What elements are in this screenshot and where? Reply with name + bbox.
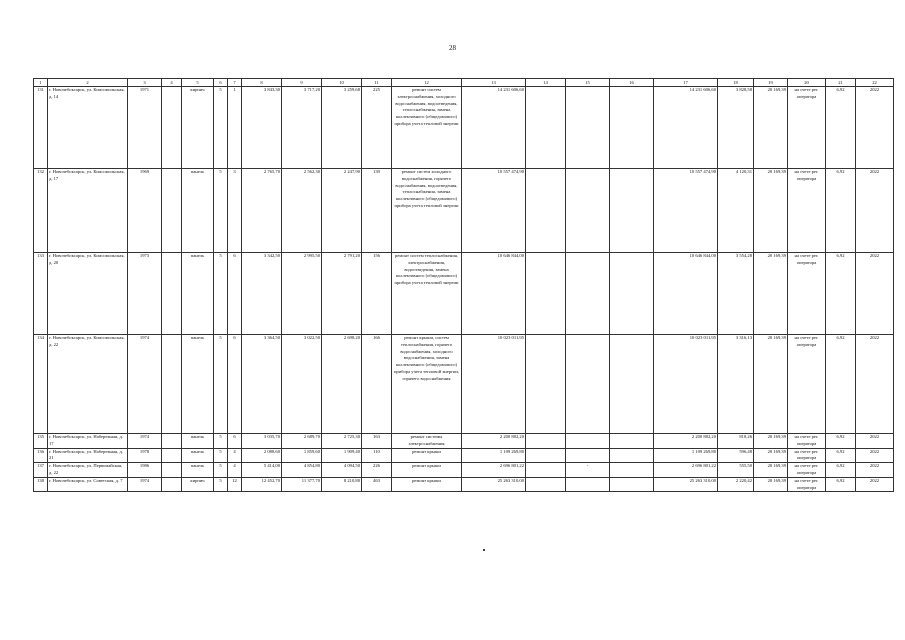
col-4-cell [162, 87, 182, 169]
entrances-cell: 6 [228, 335, 242, 434]
funding-method-cell: на счете рег. оператора [788, 477, 826, 492]
total-cost-cell: 1 109 269,80 [462, 448, 526, 463]
area-premises-cell: 2 689,70 [282, 434, 322, 449]
area-residential-cell: 2 725,30 [322, 434, 362, 449]
funding-method-cell: на счете рег. оператора [788, 335, 826, 434]
address-cell: г. Новочебоксарск, ул. Комсомольская, д. 22 [48, 335, 128, 434]
entrances-cell: 4 [228, 463, 242, 478]
table-row [34, 434, 894, 449]
col-16-cell [610, 335, 654, 434]
repair-year-cell: 2022 [856, 169, 894, 253]
header-cell: 15 [566, 79, 610, 87]
repair-works-cell: ремонт крыши [392, 448, 462, 463]
repair-works-cell: ремонт крыши [392, 477, 462, 492]
col-15-cell [566, 87, 610, 169]
col-15-cell [566, 434, 610, 449]
header-cell: 7 [228, 79, 242, 87]
repair-year-cell: 2022 [856, 253, 894, 335]
col-14-cell [526, 253, 566, 335]
total-area-cell: 12 452,70 [242, 477, 282, 492]
floors-cell: 5 [214, 335, 228, 434]
area-premises-cell: 2 562,30 [282, 169, 322, 253]
row-number-cell: 137 [34, 463, 48, 478]
max-cost-per-sqm-cell: 20 169,39 [754, 477, 788, 492]
col-16-cell [610, 463, 654, 478]
repair-works-cell: ремонт систем теплоснабжения, электроснабжения, водоотведения, замена коллективного (общедомового) прибора учета тепловой энергии [392, 253, 462, 335]
residents-cell: 226 [362, 463, 392, 478]
repair-year-cell: 2022 [856, 434, 894, 449]
residents-cell: 156 [362, 253, 392, 335]
total-cost-cell: 10 557 474,90 [462, 169, 526, 253]
col-16-cell [610, 434, 654, 449]
col-14-cell [526, 87, 566, 169]
repair-works-cell: ремонт крыши, систем теплоснабжения, горячего водоснабжения, холодного водоснабжения, замена коллективного (общедомового) прибора учета тепловой энергии, горячего водоснабжения [392, 335, 462, 434]
residents-cell: 463 [362, 477, 392, 492]
residents-cell: 139 [362, 169, 392, 253]
total-area-cell: 3 843,30 [242, 87, 282, 169]
residents-cell: 110 [362, 448, 392, 463]
header-cell: 13 [462, 79, 526, 87]
col-16-cell [610, 253, 654, 335]
cost-per-sqm-cell: 3 554,28 [718, 253, 754, 335]
header-cell: 16 [610, 79, 654, 87]
col-4-cell [162, 253, 182, 335]
address-cell: г. Новочебоксарск, ул. Советская, д. 7 [48, 477, 128, 492]
page-number: 28 [449, 44, 456, 52]
table-row [34, 448, 894, 463]
entrances-cell: 3 [228, 169, 242, 253]
col-15-cell [566, 169, 610, 253]
owners-funds-cell: 1 109 269,80 [654, 448, 718, 463]
col-4-cell [162, 448, 182, 463]
repair-works-cell: ремонт системы электроснабжения [392, 434, 462, 449]
header-cell: 19 [754, 79, 788, 87]
residents-cell: 225 [362, 87, 392, 169]
wall-material-cell: панель [182, 253, 214, 335]
table-row [34, 87, 894, 169]
header-cell: 14 [526, 79, 566, 87]
year-built-cell: 1974 [128, 477, 162, 492]
header-cell: 22 [856, 79, 894, 87]
max-cost-per-sqm-cell: 20 169,39 [754, 335, 788, 434]
repair-works-cell: ремонт систем холодного водоснабжения, горячего водоснабжения, водоотведения, теплоснабжения, замена коллективного (общедомового) прибора учета тепловой энергии [392, 169, 462, 253]
total-cost-cell: 10 023 011,95 [462, 335, 526, 434]
repair-year-cell: 2022 [856, 448, 894, 463]
col-14-cell [526, 169, 566, 253]
col-4-cell [162, 463, 182, 478]
header-cell: 20 [788, 79, 826, 87]
max-cost-per-sqm-cell: 20 169,39 [754, 434, 788, 449]
header-row [34, 79, 894, 87]
funding-method-cell: на счете рег. оператора [788, 463, 826, 478]
total-cost-cell: 2 696 801,22 [462, 463, 526, 478]
year-built-cell: 1986 [128, 463, 162, 478]
area-residential-cell: 2 698,20 [322, 335, 362, 434]
address-cell: г. Новочебоксарск, ул. Первомайская, д. 22 [48, 463, 128, 478]
col-15-cell: - [566, 463, 610, 478]
rate-cell: 6,92 [826, 335, 856, 434]
total-area-cell: 3 364,50 [242, 335, 282, 434]
header-cell: 17 [654, 79, 718, 87]
max-cost-per-sqm-cell: 20 169,39 [754, 463, 788, 478]
total-area-cell: 2 765,70 [242, 169, 282, 253]
row-number-cell: 138 [34, 477, 48, 492]
repair-year-cell: 2022 [856, 477, 894, 492]
address-cell: г. Новочебоксарск, ул. Набережная, д. 17 [48, 434, 128, 449]
area-premises-cell: 2 995,50 [282, 253, 322, 335]
repair-works-cell: ремонт систем электроснабжения, холодного водоснабжения, водоотведения, теплоснабжения, замена коллективного (общедомового) прибора учета тепловой энергии [392, 87, 462, 169]
header-cell: 9 [282, 79, 322, 87]
funding-method-cell: на счете рег. оператора [788, 87, 826, 169]
col-16-cell [610, 169, 654, 253]
address-cell: г. Новочебоксарск, ул. Комсомольская, д. 20 [48, 253, 128, 335]
col-15-cell [566, 335, 610, 434]
wall-material-cell: кирпич [182, 87, 214, 169]
area-premises-cell: 4 854,80 [282, 463, 322, 478]
year-built-cell: 1978 [128, 448, 162, 463]
entrances-cell: 6 [228, 434, 242, 449]
col-16-cell [610, 87, 654, 169]
total-cost-cell: 2 200 882,20 [462, 434, 526, 449]
max-cost-per-sqm-cell: 20 169,39 [754, 448, 788, 463]
total-cost-cell: 10 646 844,00 [462, 253, 526, 335]
entrances-cell: 6 [228, 253, 242, 335]
cost-per-sqm-cell: 3 828,58 [718, 87, 754, 169]
row-number-cell: 135 [34, 434, 48, 449]
total-area-cell: 3 035,70 [242, 434, 282, 449]
floors-cell: 5 [214, 434, 228, 449]
rate-cell: 6,92 [826, 448, 856, 463]
buildings-table [33, 78, 894, 492]
address-cell: г. Новочебоксарск, ул. Комсомольская, д. 17 [48, 169, 128, 253]
col-15-cell [566, 253, 610, 335]
wall-material-cell: панель [182, 169, 214, 253]
repair-year-cell: 2022 [856, 87, 894, 169]
rate-cell: 6,92 [826, 87, 856, 169]
rate-cell: 6,92 [826, 253, 856, 335]
row-number-cell: 131 [34, 87, 48, 169]
col-14-cell [526, 335, 566, 434]
table-row [34, 169, 894, 253]
col-14-cell [526, 434, 566, 449]
wall-material-cell: панель [182, 463, 214, 478]
col-14-cell [526, 448, 566, 463]
total-area-cell: 3 342,50 [242, 253, 282, 335]
address-cell: г. Новочебоксарск, ул. Набережная, д. 21 [48, 448, 128, 463]
col-16-cell [610, 477, 654, 492]
header-cell: 3 [128, 79, 162, 87]
max-cost-per-sqm-cell: 20 169,39 [754, 253, 788, 335]
area-residential-cell: 2 247,90 [322, 169, 362, 253]
row-number-cell: 133 [34, 253, 48, 335]
wall-material-cell: панель [182, 335, 214, 434]
table-row [34, 335, 894, 434]
repair-year-cell: 2022 [856, 335, 894, 434]
row-number-cell: 132 [34, 169, 48, 253]
max-cost-per-sqm-cell: 20 169,39 [754, 87, 788, 169]
col-4-cell [162, 434, 182, 449]
table-row [34, 463, 894, 478]
area-residential-cell: 4 094,50 [322, 463, 362, 478]
cost-per-sqm-cell: 818,26 [718, 434, 754, 449]
table-row [34, 253, 894, 335]
owners-funds-cell: 2 200 882,20 [654, 434, 718, 449]
owners-funds-cell: 10 557 474,90 [654, 169, 718, 253]
rate-cell: 6,92 [826, 169, 856, 253]
table-row [34, 477, 894, 492]
row-number-cell: 136 [34, 448, 48, 463]
floors-cell: 5 [214, 253, 228, 335]
header-cell: 11 [362, 79, 392, 87]
col-14-cell [526, 463, 566, 478]
total-cost-cell: 25 263 310,00 [462, 477, 526, 492]
area-premises-cell: 1 859,60 [282, 448, 322, 463]
rate-cell: 6,92 [826, 463, 856, 478]
floors-cell: 5 [214, 169, 228, 253]
col-4-cell [162, 335, 182, 434]
owners-funds-cell: 2 696 801,22 [654, 463, 718, 478]
col-4-cell [162, 169, 182, 253]
floors-cell: 5 [214, 448, 228, 463]
funding-method-cell: на счете рег. оператора [788, 434, 826, 449]
residents-cell: 166 [362, 335, 392, 434]
repair-works-cell: ремонт крыши [392, 463, 462, 478]
owners-funds-cell: 10 646 844,00 [654, 253, 718, 335]
total-area-cell: 5 414,00 [242, 463, 282, 478]
floors-cell: 5 [214, 87, 228, 169]
rate-cell: 6,92 [826, 477, 856, 492]
floors-cell: 5 [214, 477, 228, 492]
col-15-cell [566, 448, 610, 463]
residents-cell: 163 [362, 434, 392, 449]
row-number-cell: 134 [34, 335, 48, 434]
floors-cell: 5 [214, 463, 228, 478]
wall-material-cell: панель [182, 434, 214, 449]
total-cost-cell: 14 231 606,60 [462, 87, 526, 169]
cost-per-sqm-cell: 4 120,31 [718, 169, 754, 253]
header-cell: 1 [34, 79, 48, 87]
header-cell: 21 [826, 79, 856, 87]
funding-method-cell: на счете рег. оператора [788, 253, 826, 335]
area-residential-cell: 3 259,68 [322, 87, 362, 169]
entrances-cell: 1 [228, 87, 242, 169]
col-14-cell [526, 477, 566, 492]
funding-method-cell: на счете рег. оператора [788, 448, 826, 463]
header-cell: 8 [242, 79, 282, 87]
header-cell: 10 [322, 79, 362, 87]
area-residential-cell: 2 791,20 [322, 253, 362, 335]
cost-per-sqm-cell: 3 316,13 [718, 335, 754, 434]
cost-per-sqm-cell: 596,48 [718, 448, 754, 463]
entrances-cell: 12 [228, 477, 242, 492]
year-built-cell: 1974 [128, 434, 162, 449]
header-cell: 6 [214, 79, 228, 87]
year-built-cell: 1973 [128, 253, 162, 335]
owners-funds-cell: 25 263 310,00 [654, 477, 718, 492]
funding-method-cell: на счете рег. оператора [788, 169, 826, 253]
owners-funds-cell: 14 231 606,60 [654, 87, 718, 169]
cost-per-sqm-cell: 555,50 [718, 463, 754, 478]
header-cell: 5 [182, 79, 214, 87]
header-cell: 4 [162, 79, 182, 87]
address-cell: г. Новочебоксарск, ул. Комсомольская, д. 14 [48, 87, 128, 169]
repair-year-cell: 2022 [856, 463, 894, 478]
wall-material-cell: панель [182, 448, 214, 463]
wall-material-cell: кирпич [182, 477, 214, 492]
area-residential-cell: 1 909,40 [322, 448, 362, 463]
scan-dot [483, 549, 485, 551]
col-4-cell [162, 477, 182, 492]
area-premises-cell: 11 377,70 [282, 477, 322, 492]
year-built-cell: 1969 [128, 169, 162, 253]
area-premises-cell: 3 022,50 [282, 335, 322, 434]
year-built-cell: 1974 [128, 335, 162, 434]
owners-funds-cell: 10 023 011,95 [654, 335, 718, 434]
header-cell: 2 [48, 79, 128, 87]
area-residential-cell: 8 210,80 [322, 477, 362, 492]
col-16-cell [610, 448, 654, 463]
max-cost-per-sqm-cell: 20 169,39 [754, 169, 788, 253]
total-area-cell: 2 088,60 [242, 448, 282, 463]
col-15-cell [566, 477, 610, 492]
header-cell: 18 [718, 79, 754, 87]
year-built-cell: 1971 [128, 87, 162, 169]
area-premises-cell: 3 717,20 [282, 87, 322, 169]
entrances-cell: 4 [228, 448, 242, 463]
rate-cell: 6,92 [826, 434, 856, 449]
header-cell: 12 [392, 79, 462, 87]
cost-per-sqm-cell: 2 220,42 [718, 477, 754, 492]
